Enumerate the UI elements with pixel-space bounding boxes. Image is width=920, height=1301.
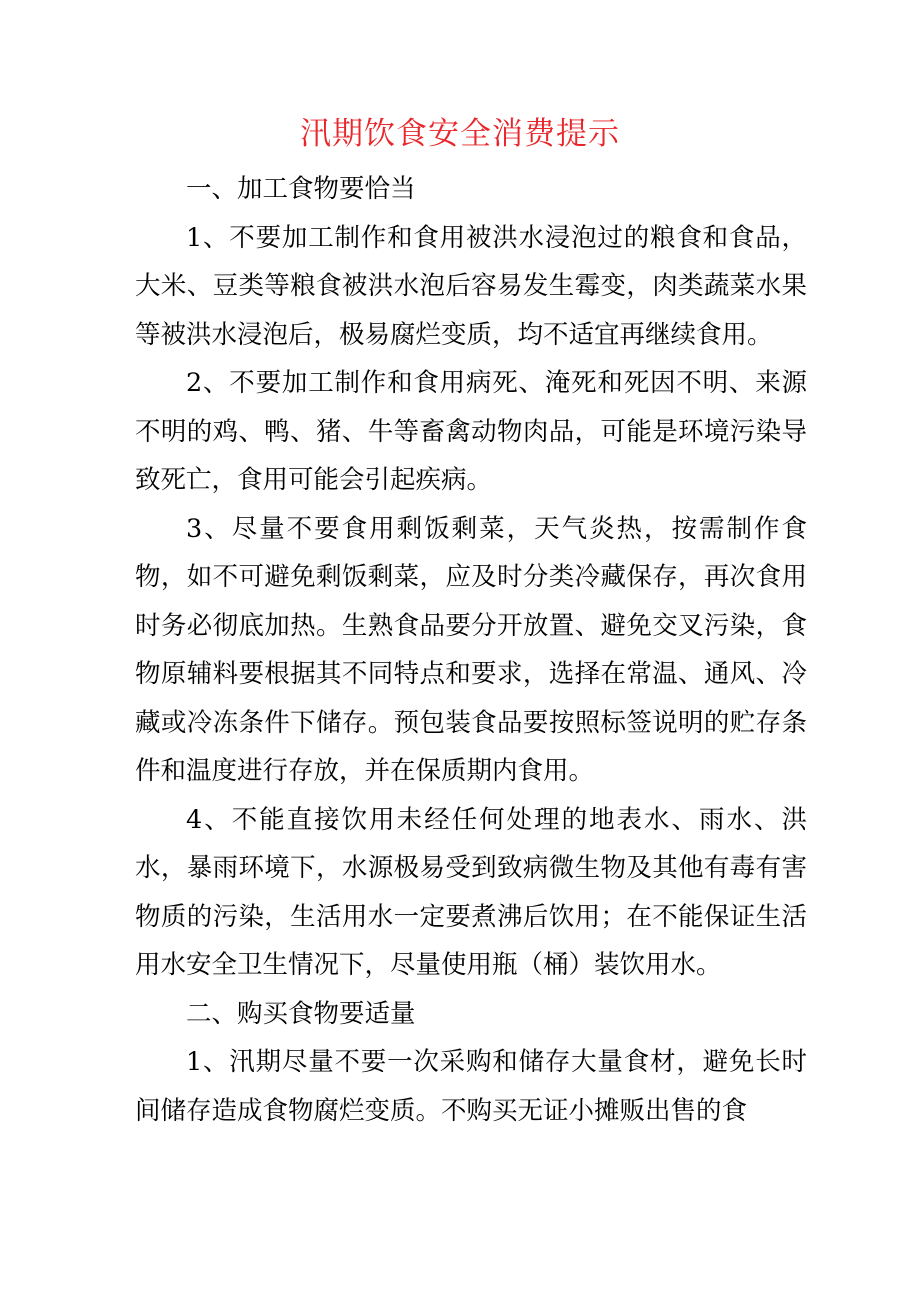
document-title: 汛期饮食安全消费提示 [300,116,620,152]
section-2-item-1: 1、汛期尽量不要一次采购和储存大量食材，避免长时间储存造成食物腐烂变质。不购买无证小摊贩出售的食 [135,1047,807,1126]
section-heading-2: 二、购买食物要适量 [186,998,416,1029]
section-1-item-2: 2、不要加工制作和食用病死、淹死和死因不明、来源不明的鸡、鸭、猪、牛等畜禽动物肉品，可能是环境污染导致死亡，食用可能会引起疾病。 [135,368,807,495]
section-heading-1: 一、加工食物要恰当 [186,174,416,204]
section-1-item-4: 4、不能直接饮用未经任何处理的地表水、雨水、洪水，暴雨环境下，水源极易受到致病微生物及其他有毒有害物质的污染，生活用水一定要煮沸后饮用；在不能保证生活用水安全卫生情况下，尽量使用瓶（桶）装饮用水。 [135,804,807,980]
section-1-item-1: 1、不要加工制作和食用被洪水浸泡过的粮食和食品，大米、豆类等粮食被洪水泡后容易发生霉变，肉类蔬菜水果等被洪水浸泡后，极易腐烂变质，均不适宜再继续食用。 [135,222,807,350]
document-body [135,165,807,1135]
section-1-item-3: 3、尽量不要食用剩饭剩菜，天气炎热，按需制作食物，如不可避免剩饭剩菜，应及时分类冷藏保存，再次食用时务必彻底加热。生熟食品要分开放置、避免交叉污染，食物原辅料要根据其不同特点和要求，选择在常温、通风、冷藏或冷冻条件下储存。预包装食品要按照标签说明的贮存条件和温度进行存放，并在保质期内食用。 [135,513,807,786]
